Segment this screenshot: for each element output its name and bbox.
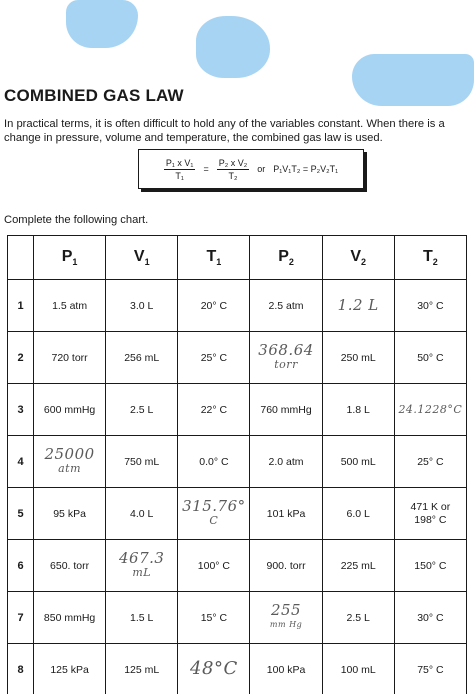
cell-p1: 720 torr <box>34 332 106 384</box>
cell-v1: 750 mL <box>106 436 178 488</box>
cell-p2: 2.5 atm <box>250 280 322 332</box>
cell-t1: 20° C <box>178 280 250 332</box>
handwritten-unit: mm Hg <box>269 620 303 629</box>
formula-box <box>138 149 364 189</box>
formula-rhs-numerator: P₂ x V₂ <box>218 157 248 168</box>
cell-v1: 3.0 L <box>106 280 178 332</box>
cell-p1-answer[interactable] <box>34 436 106 488</box>
cell-t2-value: 471 K or 198° C <box>410 500 451 526</box>
cell-v1: 4.0 L <box>106 488 178 540</box>
handwritten-answer: 25000 <box>44 445 95 463</box>
cell-t1-answer[interactable] <box>178 644 250 694</box>
formula-lhs-numerator: P₁ x V₁ <box>165 157 194 168</box>
row-number: 4 <box>8 436 34 488</box>
formula-alternate: P₁V₁T₂ = P₂V₂T₁ <box>273 164 339 174</box>
intro-paragraph: In practical terms, it is often difficult to hold any of the variables constant. When there is a change in pressure, volume and temperature, the combined gas law is used. <box>4 118 445 144</box>
cell-p2: 760 mmHg <box>250 384 322 436</box>
formula-rhs <box>217 158 250 181</box>
cell-t1: 0.0° C <box>178 436 250 488</box>
cell-t2: 50° C <box>394 332 466 384</box>
cell-t2: 75° C <box>394 644 466 694</box>
gas-law-chart <box>7 235 467 694</box>
row-number: 5 <box>8 488 34 540</box>
cell-v2: 100 mL <box>322 644 394 694</box>
cell-t1: 100° C <box>178 540 250 592</box>
cell-p2-answer[interactable] <box>250 332 322 384</box>
redaction-scribble <box>352 54 474 106</box>
cell-t2: 150° C <box>394 540 466 592</box>
table-row <box>8 540 467 592</box>
cell-v1: 1.5 L <box>106 592 178 644</box>
header-p1: $P_1$ <box>34 236 106 280</box>
cell-p1: 850 mmHg <box>34 592 106 644</box>
formula-rhs-denominator: T₂ <box>228 170 238 181</box>
header-row-number <box>8 236 34 280</box>
formula-lhs <box>164 158 196 181</box>
formula-equals: = <box>203 164 209 174</box>
table-row <box>8 280 467 332</box>
handwritten-unit: C <box>209 514 219 527</box>
table-row <box>8 332 467 384</box>
cell-t1: 25° C <box>178 332 250 384</box>
header-t2: $T_2$ <box>394 236 466 280</box>
table-row <box>8 592 467 644</box>
cell-v2: 6.0 L <box>322 488 394 540</box>
header-v1: $V_1$ <box>106 236 178 280</box>
cell-p2: 900. torr <box>250 540 322 592</box>
redaction-scribble <box>66 0 138 48</box>
handwritten-answer: 255 <box>270 601 302 619</box>
handwritten-answer: 1.2 L <box>337 296 379 314</box>
handwritten-unit: mL <box>132 566 152 579</box>
handwritten-unit: torr <box>274 358 298 371</box>
cell-t1-answer[interactable] <box>178 488 250 540</box>
table-row <box>8 488 467 540</box>
cell-p2: 2.0 atm <box>250 436 322 488</box>
cell-v2: 500 mL <box>322 436 394 488</box>
table-row <box>8 436 467 488</box>
row-number: 6 <box>8 540 34 592</box>
header-v2: $V_2$ <box>322 236 394 280</box>
row-number: 1 <box>8 280 34 332</box>
cell-v2: 1.8 L <box>322 384 394 436</box>
handwritten-unit: atm <box>58 462 82 475</box>
handwritten-answer: 368.64 <box>258 341 314 359</box>
cell-p1: 600 mmHg <box>34 384 106 436</box>
cell-p1: 650. torr <box>34 540 106 592</box>
formula-lhs-denominator: T₁ <box>175 170 184 181</box>
cell-t1: 22° C <box>178 384 250 436</box>
chart-instruction: Complete the following chart. <box>4 214 149 226</box>
handwritten-answer: 48°C <box>190 658 238 679</box>
cell-p1: 1.5 atm <box>34 280 106 332</box>
row-number: 8 <box>8 644 34 694</box>
handwritten-answer: 24.1228°C <box>398 402 463 416</box>
cell-p2: 101 kPa <box>250 488 322 540</box>
cell-p1: 125 kPa <box>34 644 106 694</box>
cell-t2 <box>394 488 466 540</box>
cell-v1-answer[interactable] <box>106 540 178 592</box>
cell-t2: 25° C <box>394 436 466 488</box>
row-number: 2 <box>8 332 34 384</box>
cell-t2: 30° C <box>394 280 466 332</box>
cell-p2: 100 kPa <box>250 644 322 694</box>
cell-v2: 2.5 L <box>322 592 394 644</box>
redaction-scribble <box>196 16 270 78</box>
row-number: 7 <box>8 592 34 644</box>
cell-v1: 256 mL <box>106 332 178 384</box>
table-row <box>8 644 467 694</box>
cell-t1: 15° C <box>178 592 250 644</box>
handwritten-answer: 467.3 <box>119 549 165 567</box>
header-t1: $T_1$ <box>178 236 250 280</box>
cell-t2: 30° C <box>394 592 466 644</box>
header-p2: $P_2$ <box>250 236 322 280</box>
formula-or: or <box>257 164 266 174</box>
page-title: COMBINED GAS LAW <box>4 86 184 105</box>
cell-t2-answer[interactable] <box>394 384 466 436</box>
table-row <box>8 384 467 436</box>
cell-p2-answer[interactable] <box>250 592 322 644</box>
cell-v2: 225 mL <box>322 540 394 592</box>
cell-p1: 95 kPa <box>34 488 106 540</box>
cell-v1: 2.5 L <box>106 384 178 436</box>
cell-v2-answer[interactable] <box>322 280 394 332</box>
cell-v1: 125 mL <box>106 644 178 694</box>
cell-v2: 250 mL <box>322 332 394 384</box>
row-number: 3 <box>8 384 34 436</box>
chart-header-row <box>8 236 467 280</box>
handwritten-answer: 315.76° <box>182 497 246 515</box>
